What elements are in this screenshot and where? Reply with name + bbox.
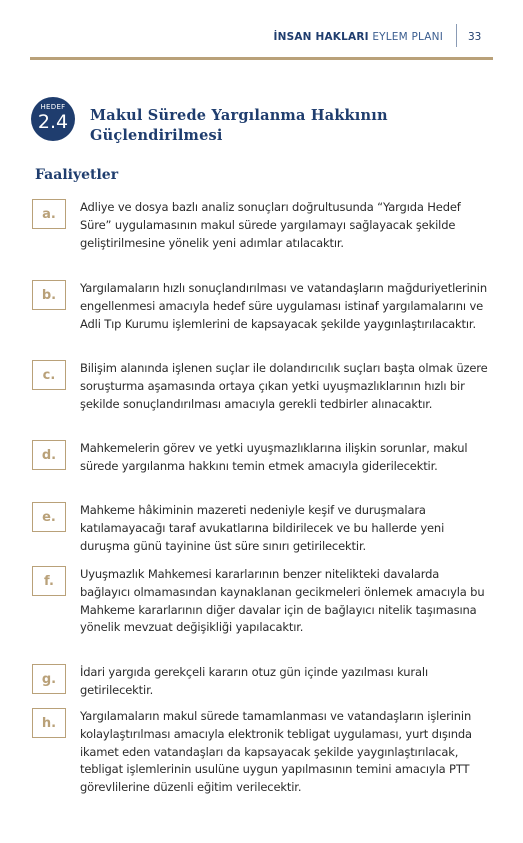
document-title-bold: İNSAN HAKLARI <box>273 31 369 43</box>
document-title-light: EYLEM PLANI <box>372 31 443 43</box>
header-divider <box>456 24 457 47</box>
page-number: 33 <box>468 31 482 43</box>
section-title: Faaliyetler <box>35 167 119 183</box>
document-title <box>273 31 443 43</box>
activity-letter: f. <box>32 566 66 596</box>
activity-letter: d. <box>32 440 66 470</box>
goal-title: Makul Sürede Yargılanma Hakkının Güçlendirilmesi <box>90 107 388 144</box>
activity-letter: b. <box>32 280 66 310</box>
activity-text: İdari yargıda gerekçeli kararın otuz gün içinde yazılması kuralı getirilecektir. <box>80 665 428 697</box>
page-header <box>0 28 523 48</box>
goal-badge <box>31 97 75 141</box>
activity-text: Mahkemelerin görev ve yetki uyuşmazlıklarına ilişkin sorunlar, makul sürede yargılanma hakkını temin etmek amacıyla giderilecektir. <box>80 441 468 473</box>
activity-text: Uyuşmazlık Mahkemesi kararlarının benzer nitelikteki davalarda bağlayıcı olmamasından kaynaklanan gecikmeleri önlemek amacıyla bu Mahkeme kararlarının diğer davalar için de bağlayıcı nitelik taşımasına yönelik mevzuat değişikliği yapılacaktır. <box>80 567 485 635</box>
activity-text: Yargılamaların makul sürede tamamlanması ve vatandaşların işlerinin kolaylaştırılması amacıyla elektronik tebligat uygulaması, yurt dışında ikamet eden vatandaşları da kapsayacak şekilde yaygınlaştırılacak, tebligat işlemlerinin usulüne uygun yapılmasının temini amacıyla PTT görevlilerine düzenli eğitim verilecektir. <box>80 709 472 795</box>
goal-badge-number: 2.4 <box>37 111 69 133</box>
activity-letter: a. <box>32 199 66 229</box>
activity-letter: h. <box>32 708 66 738</box>
activity-letter: e. <box>32 502 66 532</box>
activity-text: Mahkeme hâkiminin mazereti nedeniyle keşif ve duruşmalara katılamayacağı taraf avukatlarına bildirilecek ve bu hallerde yeni duruşma günü tayinine üst süre sınırı getirilecektir. <box>80 503 445 553</box>
activity-text: Bilişim alanında işlenen suçlar ile dolandırıcılık suçları başta olmak üzere soruşturma aşamasında ortaya çıkan yetki uyuşmazlıklarının hızlı bir şekilde sonuçlandırılması amacıyla gerekli tedbirler alınacaktır. <box>80 361 488 411</box>
activity-letter: g. <box>32 664 66 694</box>
activity-text: Yargılamaların hızlı sonuçlandırılması ve vatandaşların mağduriyetlerinin engellenmesi amacıyla hedef süre uygulaması istinaf yargılamalarını ve Adli Tıp Kurumu işlemlerini de kapsayacak şekilde yaygınlaştırılacaktır. <box>80 281 487 331</box>
activity-letter: c. <box>32 360 66 390</box>
goal-badge-label: HEDEF <box>40 103 66 111</box>
activity-text: Adliye ve dosya bazlı analiz sonuçları doğrultusunda “Yargıda Hedef Süre” uygulamasının makul sürede yargılamayı sağlayacak şekilde geliştirilmesine yönelik yeni adımlar atılacaktır. <box>80 200 461 250</box>
header-rule <box>30 57 493 60</box>
